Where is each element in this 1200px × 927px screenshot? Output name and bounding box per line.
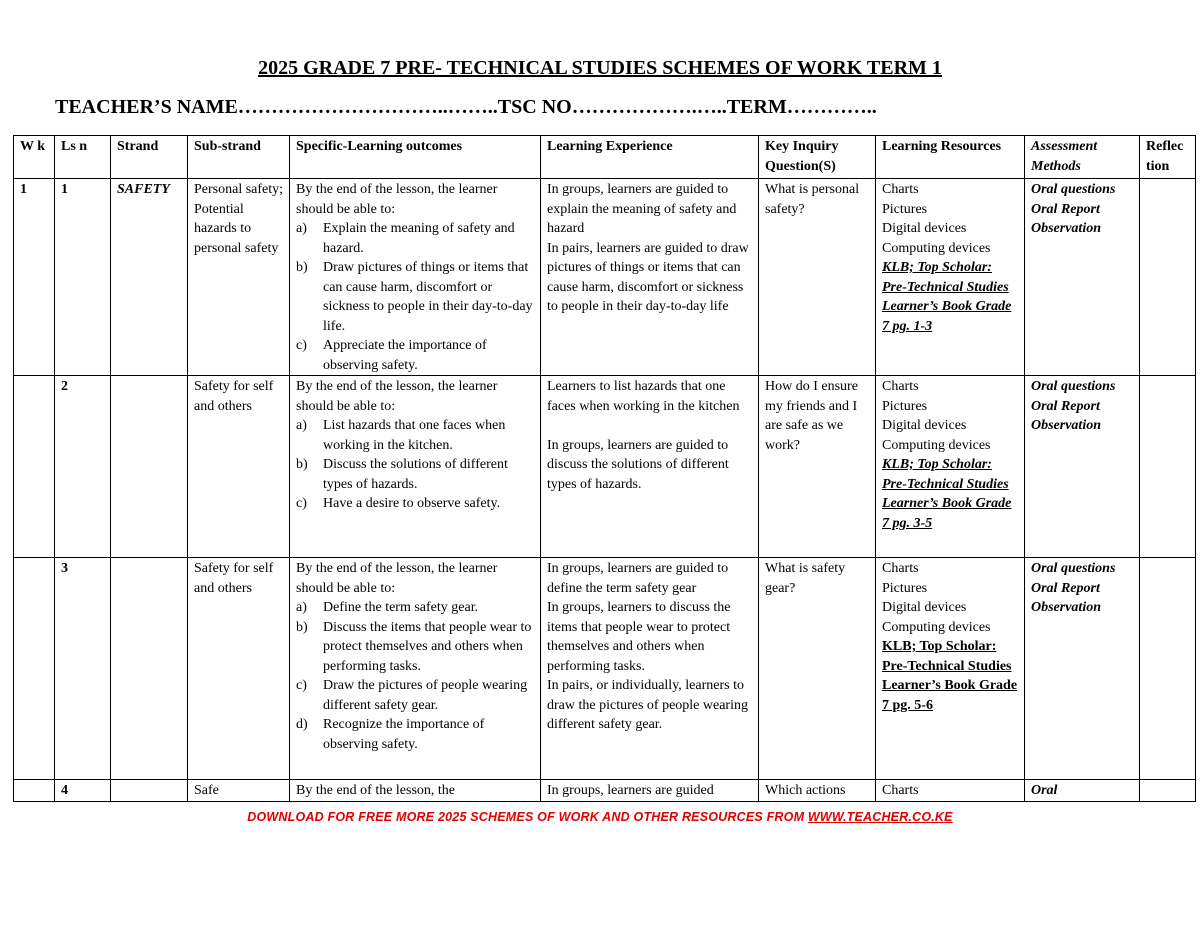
header-resources: Learning Resources bbox=[876, 136, 1025, 179]
outcome-marker: b) bbox=[296, 619, 308, 635]
teacher-details-line: TEACHER’S NAME…………………………..……..TSC NO……………….…..TERM………….. bbox=[55, 96, 877, 118]
lesson-cell: 3 bbox=[55, 558, 111, 780]
resource-item: Computing devices bbox=[882, 437, 991, 453]
strand-cell bbox=[111, 376, 188, 558]
outcome-text: Explain the meaning of safety and hazard. bbox=[323, 221, 515, 256]
resource-item: Pictures bbox=[882, 201, 928, 217]
outcome-item bbox=[296, 494, 535, 514]
outcome-marker: a) bbox=[296, 418, 307, 433]
assessment-item: Oral bbox=[1031, 783, 1058, 798]
textbook-reference: KLB; Top Scholar: Pre-Technical Studies Learner’s Book Grade 7 pg. 1-3 bbox=[882, 260, 1012, 334]
assessment-item: Oral Report bbox=[1031, 398, 1100, 414]
download-footer bbox=[0, 810, 1200, 824]
resource-item: Charts bbox=[882, 561, 919, 576]
outcome-item bbox=[296, 455, 535, 494]
strand-cell bbox=[111, 558, 188, 780]
outcomes-cell: By the end of the lesson, the bbox=[290, 780, 541, 802]
header-reflection: Reflec tion bbox=[1140, 136, 1196, 179]
document-title: 2025 GRADE 7 PRE- TECHNICAL STUDIES SCHEMES OF WORK TERM 1 bbox=[258, 57, 942, 79]
assessment-item: Oral questions bbox=[1031, 379, 1116, 394]
outcomes-cell bbox=[290, 179, 541, 376]
outcomes-cell bbox=[290, 558, 541, 780]
experience-line: In pairs, learners are guided to draw pictures of things or items that can cause harm, discomfort or sickness to people in their day-to-day life bbox=[547, 240, 749, 314]
table-row bbox=[14, 376, 1196, 558]
outcome-marker: c) bbox=[296, 678, 307, 693]
schemes-of-work-table bbox=[13, 135, 1196, 802]
footer-link[interactable]: WWW.TEACHER.CO.KE bbox=[807, 810, 953, 824]
outcome-item bbox=[296, 416, 535, 455]
outcome-text: Appreciate the importance of observing safety. bbox=[323, 338, 487, 373]
experience-cell bbox=[541, 558, 759, 780]
outcome-text: Discuss the solutions of different types of hazards. bbox=[323, 457, 508, 492]
assessment-item: Oral Report bbox=[1031, 580, 1100, 596]
resource-item: Charts bbox=[882, 182, 919, 197]
assessment-cell bbox=[1025, 780, 1140, 802]
outcome-marker: b) bbox=[296, 260, 308, 275]
substrand-cell: Personal safety; Potential hazards to personal safety bbox=[188, 179, 290, 376]
resource-item: Digital devices bbox=[882, 418, 967, 433]
experience-line: In pairs, or individually, learners to draw the pictures of people wearing different safety gear. bbox=[547, 678, 748, 732]
lesson-cell: 2 bbox=[55, 376, 111, 558]
resources-cell bbox=[876, 179, 1025, 376]
outcome-marker: b) bbox=[296, 457, 308, 472]
experience-line: In groups, learners are guided to discuss the solutions of different types of hazards. bbox=[547, 437, 729, 492]
table-row bbox=[14, 558, 1196, 780]
substrand-cell: Safe bbox=[188, 780, 290, 802]
header-outcomes: Specific-Learning outcomes bbox=[290, 136, 541, 179]
assessment-item: Oral Report bbox=[1031, 201, 1100, 217]
assessment-cell bbox=[1025, 558, 1140, 780]
table-row bbox=[14, 780, 1196, 802]
substrand-cell: Safety for self and others bbox=[188, 376, 290, 558]
reflection-cell bbox=[1140, 780, 1196, 802]
outcome-item bbox=[296, 219, 535, 258]
outcome-marker: a) bbox=[296, 221, 307, 236]
outcomes-list bbox=[296, 598, 535, 754]
header-strand: Strand bbox=[111, 136, 188, 179]
assessment-item: Observation bbox=[1031, 221, 1101, 236]
outcomes-list bbox=[296, 219, 535, 375]
assessment-item: Observation bbox=[1031, 600, 1101, 615]
experience-line: In groups, learners to discuss the items that people wear to protect themselves and others when performing tasks. bbox=[547, 600, 731, 674]
resource-item: Pictures bbox=[882, 580, 928, 596]
inquiry-cell: Which actions bbox=[759, 780, 876, 802]
week-cell bbox=[14, 376, 55, 558]
outcome-text: Discuss the items that people wear to protect themselves and others when performing tasks. bbox=[323, 619, 532, 674]
assessment-cell bbox=[1025, 179, 1140, 376]
header-substrand: Sub-strand bbox=[188, 136, 290, 179]
resource-item: Digital devices bbox=[882, 600, 967, 615]
experience-line: In groups, learners are guided to explain the meaning of safety and hazard bbox=[547, 182, 737, 236]
strand-cell bbox=[111, 780, 188, 802]
table-header-row bbox=[14, 136, 1196, 179]
resource-item: Pictures bbox=[882, 398, 928, 414]
outcome-marker: c) bbox=[296, 496, 307, 511]
lesson-cell: 4 bbox=[55, 780, 111, 802]
resource-item: Digital devices bbox=[882, 221, 967, 236]
experience-line bbox=[547, 416, 753, 436]
assessment-cell bbox=[1025, 376, 1140, 558]
outcome-text: Draw the pictures of people wearing different safety gear. bbox=[323, 678, 528, 713]
inquiry-cell: What is safety gear? bbox=[759, 558, 876, 780]
assessment-item: Oral questions bbox=[1031, 182, 1116, 197]
resources-cell: Charts bbox=[876, 780, 1025, 802]
outcome-marker: c) bbox=[296, 338, 307, 353]
outcome-text: Define the term safety gear. bbox=[323, 600, 479, 615]
header-week: W k bbox=[14, 136, 55, 179]
experience-cell bbox=[541, 376, 759, 558]
assessment-item: Observation bbox=[1031, 418, 1101, 433]
outcome-item bbox=[296, 676, 535, 715]
resources-cell bbox=[876, 558, 1025, 780]
outcome-item bbox=[296, 336, 535, 375]
outcome-text: Have a desire to observe safety. bbox=[323, 496, 501, 511]
inquiry-cell: What is personal safety? bbox=[759, 179, 876, 376]
resources-cell bbox=[876, 376, 1025, 558]
outcome-item bbox=[296, 618, 535, 677]
reflection-cell bbox=[1140, 558, 1196, 780]
outcome-item bbox=[296, 598, 535, 618]
outcome-item bbox=[296, 715, 535, 754]
header-assessment: Assessment Methods bbox=[1025, 136, 1140, 179]
footer-text: DOWNLOAD FOR FREE MORE 2025 SCHEMES OF WORK AND OTHER RESOURCES FROM bbox=[247, 810, 808, 824]
header-inquiry: Key Inquiry Question(S) bbox=[759, 136, 876, 179]
outcomes-cell bbox=[290, 376, 541, 558]
outcomes-list bbox=[296, 416, 535, 514]
textbook-reference: KLB; Top Scholar: Pre-Technical Studies Learner’s Book Grade 7 pg. 5-6 bbox=[882, 639, 1018, 713]
week-cell bbox=[14, 780, 55, 802]
header-experience: Learning Experience bbox=[541, 136, 759, 179]
experience-cell: In groups, learners are guided bbox=[541, 780, 759, 802]
experience-cell bbox=[541, 179, 759, 376]
outcome-text: Recognize the importance of observing safety. bbox=[323, 717, 485, 752]
header-lesson: Ls n bbox=[55, 136, 111, 179]
outcome-marker: a) bbox=[296, 600, 307, 615]
reflection-cell bbox=[1140, 179, 1196, 376]
table-row bbox=[14, 179, 1196, 376]
outcome-text: Draw pictures of things or items that can cause harm, discomfort or sickness to people in their day-to-day life. bbox=[323, 260, 533, 334]
outcomes-intro: By the end of the lesson, the learner should be able to: bbox=[296, 379, 498, 414]
resource-item: Charts bbox=[882, 379, 919, 394]
substrand-cell: Safety for self and others bbox=[188, 558, 290, 780]
week-cell: 1 bbox=[14, 179, 55, 376]
experience-line: In groups, learners are guided to define the term safety gear bbox=[547, 561, 729, 596]
assessment-item: Oral questions bbox=[1031, 561, 1116, 576]
lesson-cell: 1 bbox=[55, 179, 111, 376]
outcomes-intro: By the end of the lesson, the learner should be able to: bbox=[296, 182, 498, 217]
resource-item: Computing devices bbox=[882, 619, 991, 635]
strand-cell: SAFETY bbox=[111, 179, 188, 376]
reflection-cell bbox=[1140, 376, 1196, 558]
textbook-reference: KLB; Top Scholar: Pre-Technical Studies Learner’s Book Grade 7 pg. 3-5 bbox=[882, 457, 1012, 531]
outcome-text: List hazards that one faces when working in the kitchen. bbox=[323, 418, 506, 453]
outcome-marker: d) bbox=[296, 717, 308, 732]
resource-item: Computing devices bbox=[882, 240, 991, 256]
outcomes-intro: By the end of the lesson, the learner should be able to: bbox=[296, 561, 498, 596]
experience-line: Learners to list hazards that one faces when working in the kitchen bbox=[547, 379, 740, 414]
inquiry-cell: How do I ensure my friends and I are safe as we work? bbox=[759, 376, 876, 558]
week-cell bbox=[14, 558, 55, 780]
outcome-item bbox=[296, 258, 535, 336]
